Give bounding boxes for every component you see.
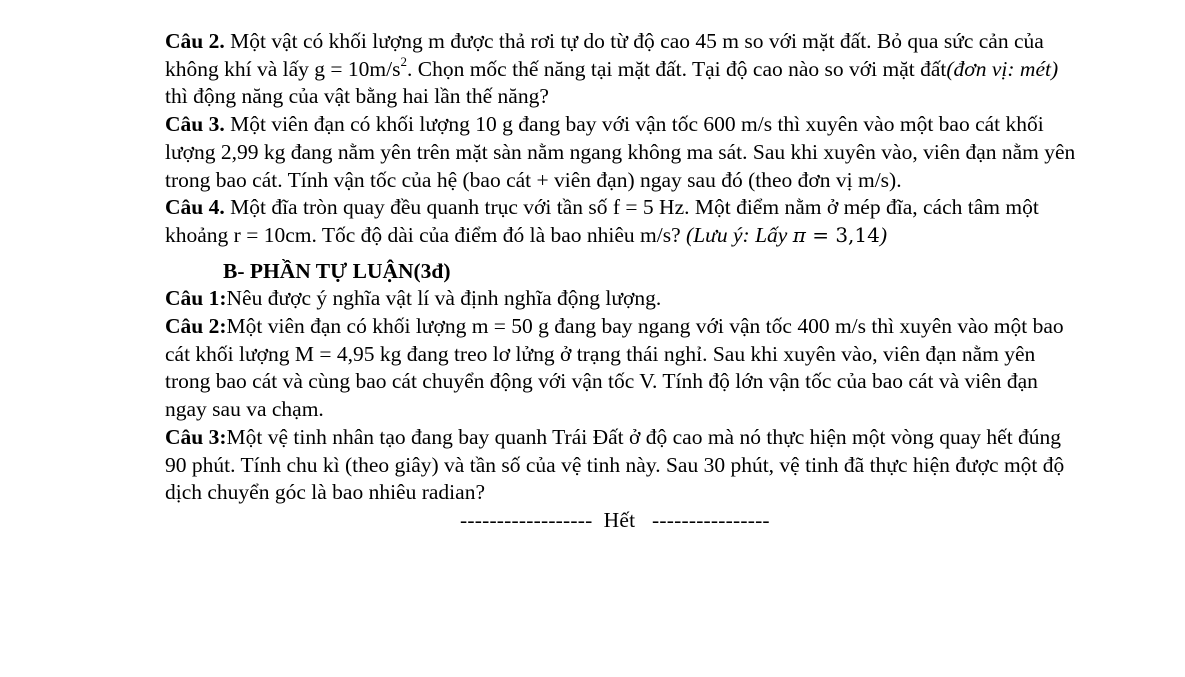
question-text: Nêu được ý nghĩa vật lí và định nghĩa động lượng. [226,286,662,311]
question-text: Một vệ tinh nhân tạo đang bay quanh Trái Đất ở độ cao mà nó thực hiện một vòng quay hết đúng 90 phút. Tính chu kì (theo giây) và tần số của vệ tinh này. Sau 30 phút, vệ tinh đã thực hiện được một độ dịch chuyển góc là bao nhiêu radian? [165,424,1065,505]
question-text: Một đĩa tròn quay đều quanh trục với tần số f = 5 Hz. Một điểm nằm ở mép đĩa, cách tâm một khoảng r = 10cm. Tốc độ dài của điểm đó là bao nhiêu m/s? [165,195,1039,247]
question-text: Một viên đạn có khối lượng 10 g đang bay với vận tốc 600 m/s thì xuyên vào một bao cát khối lượng 2,99 kg đang nằm yên trên mặt sàn nằm ngang không ma sát. Sau khi xuyên vào, viên đạn nằm yên trong bao cát. Tính vận tốc của hệ (bao cát + viên đạn) ngay sau đó (theo đơn vị m/s). [165,112,1076,192]
superscript: 2 [400,53,407,69]
note-close: ) [879,222,888,247]
question-text: Một viên đạn có khối lượng m = 50 g đang bay ngang với vận tốc 400 m/s thì xuyên vào một bao cát khối lượng M = 4,95 kg đang treo lơ lửng ở trạng thái nghỉ. Sau khi xuyên vào, viên đạn nằm yên trong bao cát và cùng bao cát chuyển động với vận tốc V. Tính độ lớn vận tốc của bao cát và viên đạn ngay sau va chạm. [165,314,1064,422]
section-heading: B- PHẦN TỰ LUẬN(3đ) [223,258,451,283]
question-text-cont: . Chọn mốc thế năng tại mặt đất. Tại độ cao nào so với mặt đất [406,56,947,81]
pi-symbol: π [792,222,806,247]
question-b3 [165,424,1085,507]
end-word: Hết [603,507,636,532]
question-a4 [165,194,1085,249]
dash-line-left: ------------------ [460,507,593,532]
question-b2 [165,313,1085,424]
question-label: Câu 4. [165,195,225,220]
question-label: Câu 1: [165,286,227,311]
question-a3 [165,111,1085,194]
dash-line-right: ---------------- [652,507,770,532]
question-b1 [165,285,1085,313]
end-marker [165,507,1085,535]
question-label: Câu 3: [165,424,227,449]
question-label: Câu 3. [165,112,225,137]
unit-note: (đơn vị: mét) [946,56,1059,81]
question-text: Một vật có khối lượng m được thả rơi tự do từ độ cao 45 m so với mặt đất. Bỏ qua sức cản của không khí và lấy g = 10m/s [165,29,1044,81]
pi-value: = 3,14 [805,222,880,247]
note-open: (Lưu ý: Lấy [686,222,793,247]
question-text-end: thì động năng của vật bằng hai lần thế năng? [165,84,549,109]
question-label: Câu 2: [165,314,227,339]
question-a2 [165,28,1085,111]
document-page [165,28,1085,535]
question-label: Câu 2. [165,29,225,53]
